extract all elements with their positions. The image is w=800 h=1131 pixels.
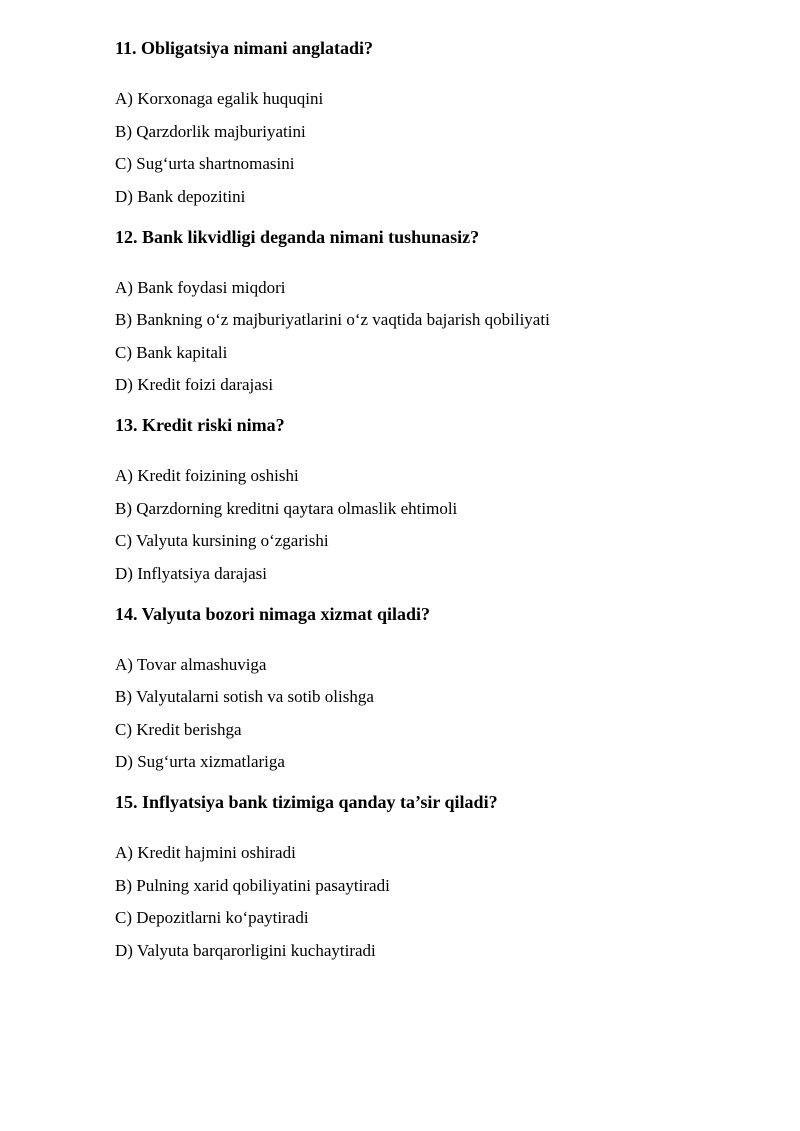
option-b: B) Qarzdorning kreditni qaytara olmaslik ehtimoli (115, 498, 458, 518)
option-a: A) Tovar almashuviga (115, 654, 267, 674)
question-title: 12. Bank likvidligi deganda nimani tushunasiz? (115, 226, 480, 247)
option-c: C) Kredit berishga (115, 719, 242, 739)
option-c: C) Bank kapitali (115, 342, 228, 362)
option-b: B) Bankning o‘z majburiyatlarini o‘z vaqtida bajarish qobiliyati (115, 310, 550, 329)
option-d: D) Bank depozitini (115, 186, 246, 206)
option-c: C) Valyuta kursining o‘zgarishi (115, 531, 329, 550)
option-d: D) Inflyatsiya darajasi (115, 563, 267, 583)
question-12 (115, 226, 775, 397)
option-a: A) Kredit foizining oshishi (115, 466, 299, 485)
option-c: C) Depozitlarni ko‘paytiradi (115, 908, 309, 927)
question-14 (115, 603, 775, 774)
question-15 (115, 791, 775, 962)
option-c: C) Sug‘urta shartnomasini (115, 154, 295, 173)
option-d: D) Sug‘urta xizmatlariga (115, 752, 285, 771)
option-b: B) Valyutalarni sotish va sotib olishga (115, 687, 374, 706)
question-title: 13. Kredit riski nima? (115, 415, 285, 435)
option-a: A) Bank foydasi miqdori (115, 277, 286, 297)
question-title: 14. Valyuta bozori nimaga xizmat qiladi? (115, 603, 431, 624)
document-page (115, 37, 775, 972)
option-a: A) Kredit hajmini oshiradi (115, 843, 296, 862)
option-a: A) Korxonaga egalik huquqini (115, 89, 324, 108)
option-b: B) Pulning xarid qobiliyatini pasaytiradi (115, 875, 390, 895)
question-title: 11. Obligatsiya nimani anglatadi? (115, 38, 374, 58)
question-11 (115, 37, 775, 208)
option-d: D) Kredit foizi darajasi (115, 375, 274, 394)
option-d: D) Valyuta barqarorligini kuchaytiradi (115, 940, 376, 960)
option-b: B) Qarzdorlik majburiyatini (115, 121, 306, 141)
question-13 (115, 414, 775, 585)
question-title: 15. Inflyatsiya bank tizimiga qanday ta’sir qiladi? (115, 792, 498, 812)
